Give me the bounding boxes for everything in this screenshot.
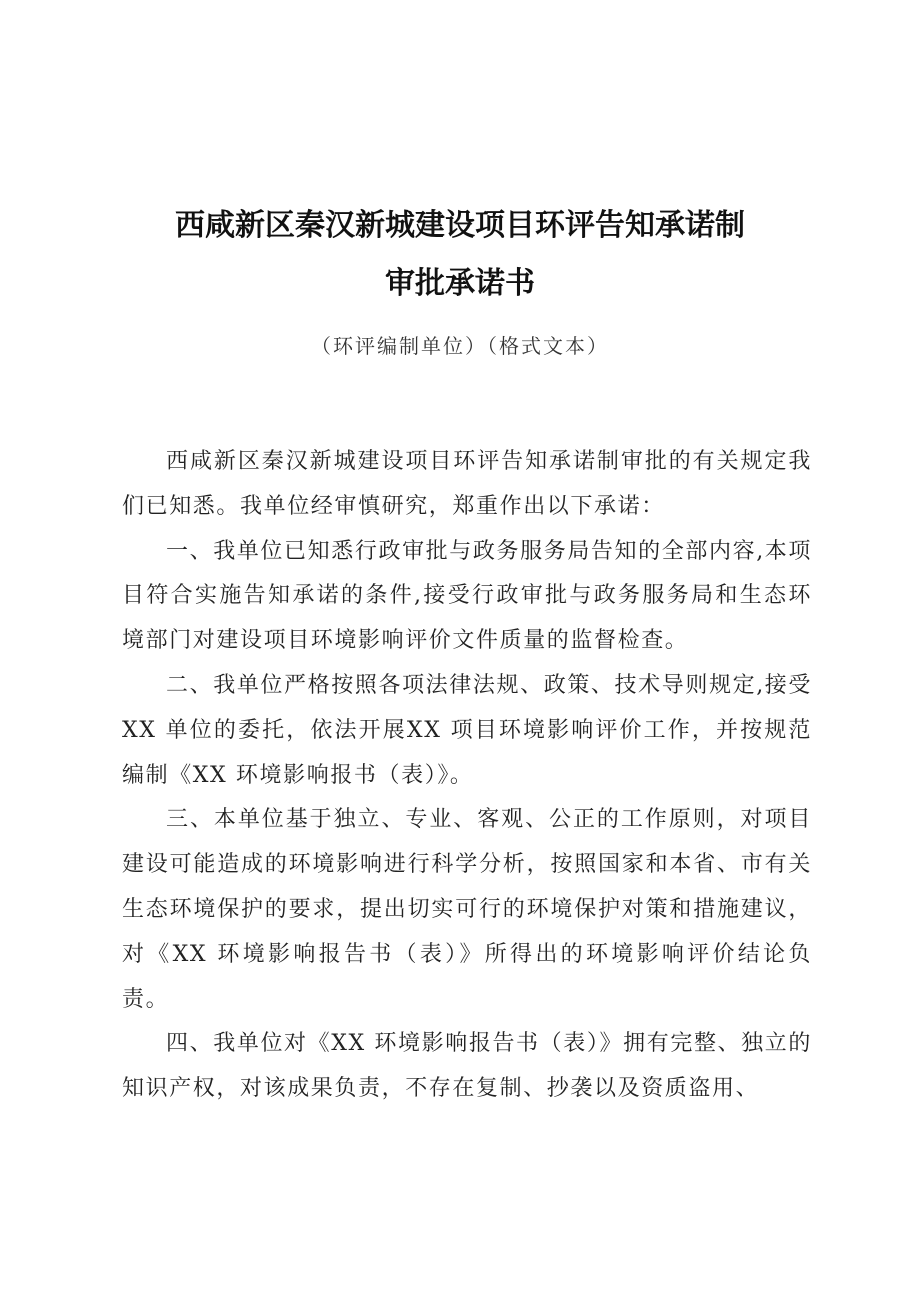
commitment-paragraph-2: 二、我单位严格按照各项法律法规、政策、技术导则规定,接受XX 单位的委托，依法开展XX 项目环境影响评价工作，并按规范编制《XX 环境影响报书（表）》。	[122, 672, 812, 788]
commitment-paragraph-3: 三、本单位基于独立、专业、客观、公正的工作原则，对项目建设可能造成的环境影响进行科学分析，按照国家和本省、市有关生态环境保护的要求，提出切实可行的环境保护对策和措施建议，对《XX 环境影响报告书（表）》所得出的环境影响评价结论负责。	[122, 807, 812, 1012]
document-body	[122, 440, 812, 1112]
document-subtitle: （环评编制单位）（格式文本）	[311, 334, 609, 358]
commitment-paragraph-1: 一、我单位已知悉行政审批与政务服务局告知的全部内容,本项目符合实施告知承诺的条件,接受行政审批与政务服务局和生态环境部门对建设项目环境影响评价文件质量的监督检查。	[122, 538, 812, 654]
intro-paragraph: 西咸新区秦汉新城建设项目环评告知承诺制审批的有关规定我们已知悉。我单位经审慎研究，郑重作出以下承诺：	[122, 449, 812, 519]
commitment-paragraph-4: 四、我单位对《XX 环境影响报告书（表）》拥有完整、独立的知识产权，对该成果负责，不存在复制、抄袭以及资质盗用、	[122, 1031, 812, 1102]
document-title-line-1: 西咸新区秦汉新城建设项目环评告知承诺制	[175, 208, 745, 243]
document-title-line-2: 审批承诺书	[385, 266, 535, 301]
